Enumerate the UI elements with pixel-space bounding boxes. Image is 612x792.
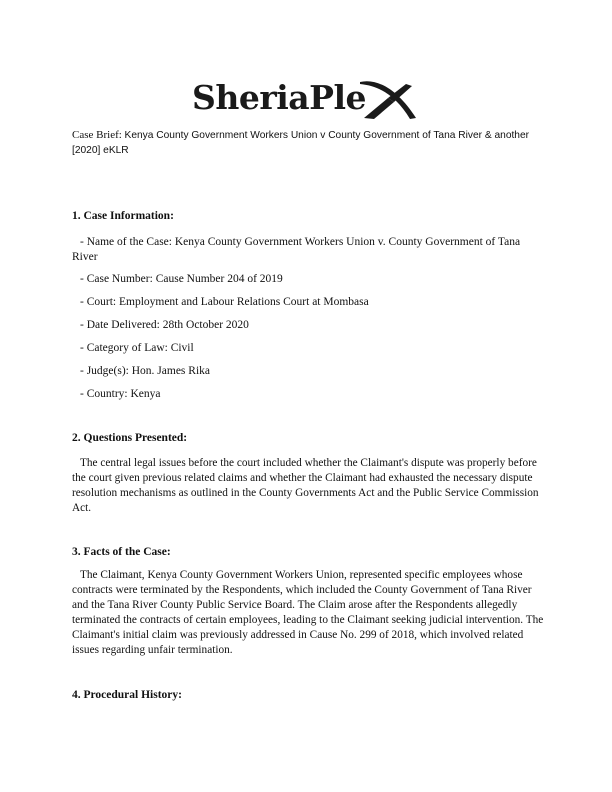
x-swoosh-icon [358, 76, 418, 120]
court-item: - Court: Employment and Labour Relations Court at Mombasa [80, 296, 369, 308]
facts-body: The Claimant, Kenya County Government Workers Union, represented specific employees whose contracts were terminated by the Respondents, which included the County Government of Tana River and the Tana River County Public Service Board. The Claim arose after the Respondents allegedly terminated the contracts of certain employees, leading to the Claimant seeking judicial intervention. The Claimant's initial claim was previously addressed in Cause No. 299 of 2018, which involved related issues regarding unfair termination. [72, 569, 544, 656]
sheriaplex-logo [192, 76, 422, 120]
date-delivered-item: - Date Delivered: 28th October 2020 [80, 319, 249, 331]
case-brief-label: Case Brief: [72, 129, 125, 141]
case-number-item: - Case Number: Cause Number 204 of 2019 [80, 273, 283, 285]
section-heading-questions-presented: 2. Questions Presented: [72, 432, 188, 444]
logo-wordmark: SheriaPle [192, 78, 366, 117]
judges-item: - Judge(s): Hon. James Rika [80, 365, 210, 377]
questions-presented-body: The central legal issues before the court included whether the Claimant's dispute was properly before the court given previous related claims and whether the Claimant had exhausted the necessary dispute resolution mechanisms as outlined in the County Governments Act and the Public Service Commission Act. [72, 457, 539, 514]
section-heading-case-information: 1. Case Information: [72, 210, 174, 222]
category-of-law-item: - Category of Law: Civil [80, 342, 194, 354]
section-heading-procedural-history: 4. Procedural History: [72, 689, 182, 701]
case-brief-name: Kenya County Government Workers Union v County Government of Tana River & another [2020] eKLR [72, 130, 530, 156]
case-brief-title [72, 128, 542, 158]
country-item: - Country: Kenya [80, 388, 161, 400]
section-heading-facts: 3. Facts of the Case: [72, 546, 171, 558]
case-name-item: - Name of the Case: Kenya County Government Workers Union v. County Government of Tana River [72, 236, 521, 263]
